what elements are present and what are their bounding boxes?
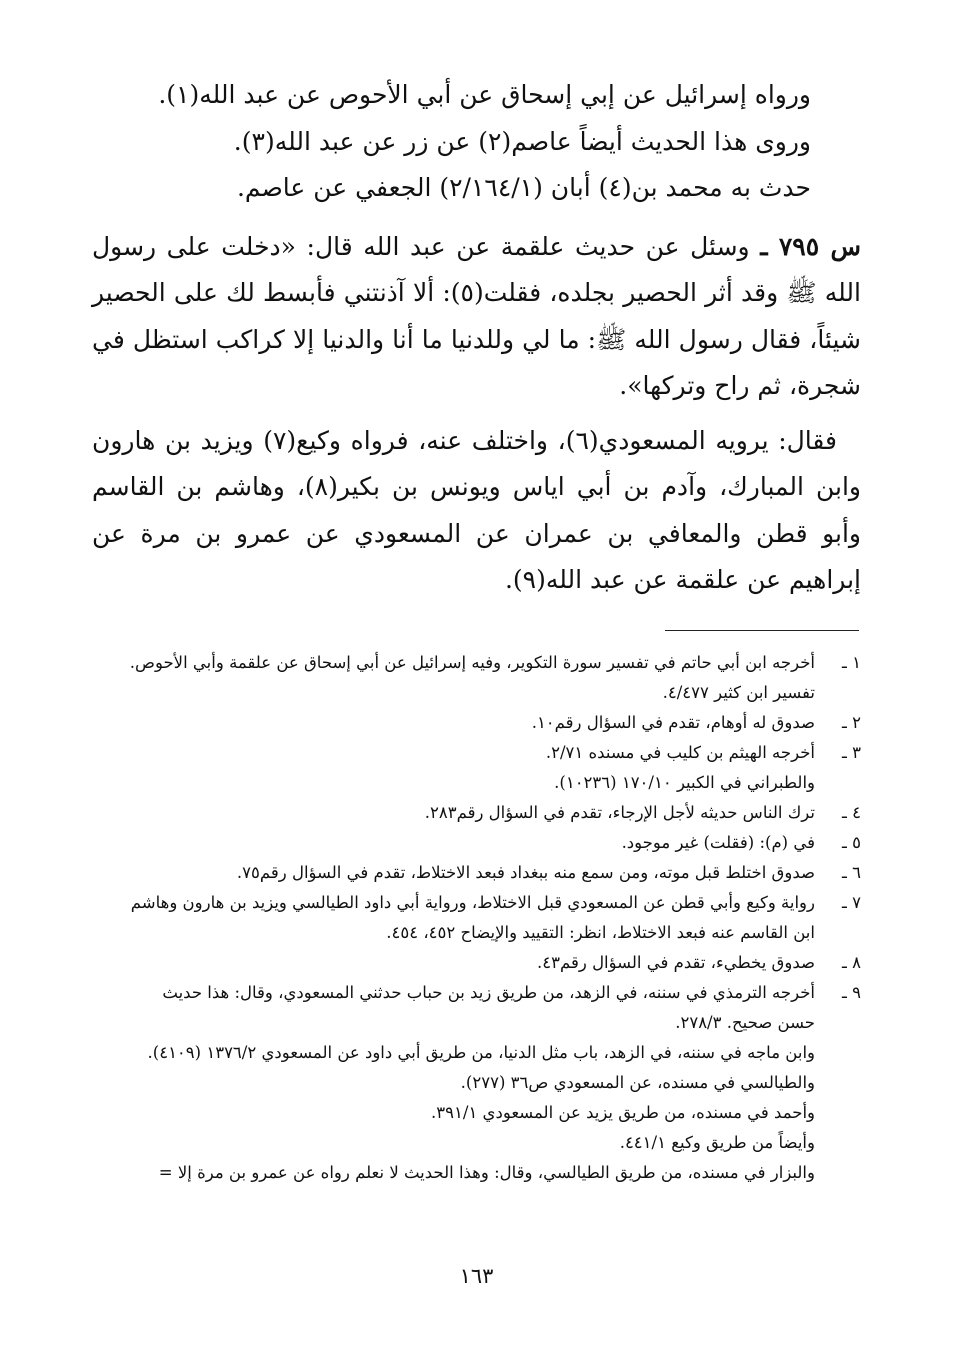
footnote-line: ابن القاسم عنه فبعد الاختلاط، انظر: التقييد والإيضاح ٤٥٢، ٤٥٤. xyxy=(386,923,815,942)
footnote-number: ٥ ـ xyxy=(842,833,861,852)
footnote-line: صدوق يخطيء، تقدم في السؤال رقم٤٣. xyxy=(537,953,815,972)
main-text xyxy=(92,72,861,604)
footnote-4 xyxy=(92,798,861,828)
question-paragraph xyxy=(92,224,861,410)
footnote-line: وأيضاً من طريق وكيع ٤٤١/١. xyxy=(619,1133,815,1152)
footnote-line: في (م): (فقلت) غير موجود. xyxy=(621,833,815,852)
footnote-line: وأحمد في مسنده، من طريق يزيد عن المسعودي ٣٩١/١. xyxy=(431,1103,815,1122)
footnote-number: ٤ ـ xyxy=(842,803,861,822)
footnote-line: والبزار في مسنده، من طريق الطيالسي، وقال: وهذا الحديث لا نعلم رواه عن عمرو بن مرة إلا = xyxy=(158,1163,815,1182)
footnote-line: أخرجه الترمذي في سننه، في الزهد، من طريق زيد بن حباب حدثني المسعودي، وقال: هذا حديث xyxy=(162,983,815,1002)
text-line: وروى هذا الحديث أيضاً عاصم(٢) عن زر عن عبد الله(٣). xyxy=(233,126,811,156)
text-line: ورواه إسرائيل عن إبي إسحاق عن أبي الأحوص عن عبد الله(١). xyxy=(158,80,811,109)
footnote-8 xyxy=(92,948,861,978)
footnote-text xyxy=(92,888,815,948)
footnote-line: تفسير ابن كثير ٤/٤٧٧. xyxy=(662,683,815,702)
footnote-number: ٧ ـ xyxy=(842,893,861,912)
footnote-line: والطيالسي في مسنده، عن المسعودي ص٣٦ (٢٧٧). xyxy=(460,1073,815,1092)
footnote-line: صدوق اختلط قبل موته، ومن سمع منه ببغداد فبعد الاختلاط، تقدم في السؤال رقم٧٥. xyxy=(236,863,815,882)
footnote-5 xyxy=(92,828,861,858)
footnotes xyxy=(92,648,861,1188)
footnote-1 xyxy=(92,648,861,708)
footnote-7 xyxy=(92,888,861,948)
footnote-line: أخرجه الهيثم بن كليب في مسنده ٢/٧١. xyxy=(545,743,815,762)
footnote-separator xyxy=(665,630,859,631)
footnote-line: والطبراني في الكبير ١٧٠/١٠ (١٠٢٣٦). xyxy=(554,773,815,792)
footnote-9 xyxy=(92,978,861,1038)
footnote-number: ٣ ـ xyxy=(842,743,861,762)
footnote-3 xyxy=(92,738,861,798)
footnote-number: ٩ ـ xyxy=(842,983,861,1002)
question-label: س ٧٩٥ ـ xyxy=(760,231,861,261)
footnote-text xyxy=(92,978,815,1038)
footnote-text xyxy=(92,738,815,798)
footnote-line: أخرجه ابن أبي حاتم في تفسير سورة التكوير، وفيه إسرائيل عن أبي إسحاق عن علقمة وأبي الأحوص. xyxy=(129,653,815,672)
footnote-text xyxy=(92,648,815,708)
answer-paragraph xyxy=(92,418,861,604)
footnote-line: صدوق له أوهام، تقدم في السؤال رقم١٠. xyxy=(531,713,815,732)
footnote-number: ٨ ـ xyxy=(842,953,861,972)
footnote-number: ٢ ـ xyxy=(842,713,861,732)
footnote-line: حسن صحيح. ٢٧٨/٣. xyxy=(675,1013,815,1032)
footnote-line: رواية وكيع وأبي قطن عن المسعودي قبل الاختلاط، ورواية أبي داود الطيالسي ويزيد بن هارون وهاشم xyxy=(130,893,815,912)
text-line: حدث به محمد بن(٤) أبان (٢/١٦٤/١) الجعفي عن عاصم. xyxy=(236,173,811,202)
footnote-number: ٦ ـ xyxy=(842,863,861,882)
footnote-number: ١ ـ xyxy=(842,653,861,672)
footnote-line: ترك الناس حديثه لأجل الإرجاء، تقدم في السؤال رقم٢٨٣. xyxy=(424,803,815,822)
footnote-line: وابن ماجه في سننه، في الزهد، باب مثل الدنيا، من طريق أبي داود عن المسعودي ١٣٧٦/٢ (٤١٠٩). xyxy=(147,1043,815,1062)
footnote-6 xyxy=(92,858,861,888)
page-number: ١٦٣ xyxy=(459,1264,494,1288)
answer-text: فقال: يرويه المسعودي(٦)، واختلف عنه، فرواه وكيع(٧) ويزيد بن هارون وابن المبارك، وآدم بن أبي اياس ويونس بن بكير(٨)، وهاشم بن القاسم وأبو قطن والمعافي بن عمران عن المسعودي عن عمرو بن مرة عن إبراهيم عن علقمة عن عبد الله(٩). xyxy=(92,425,861,594)
footnote-2 xyxy=(92,708,861,738)
question-text: وسئل عن حديث علقمة عن عبد الله قال: «دخلت على رسول الله ﷺ وقد أثر الحصير بجلده، فقلت(٥): ألا آذنتني فأبسط لك على الحصير شيئاً، فقال رسول الله ﷺ: ما لي وللدنيا ما أنا والدنيا إلا كراكب استظل في شجرة، ثم راح وتركها». xyxy=(92,231,861,400)
